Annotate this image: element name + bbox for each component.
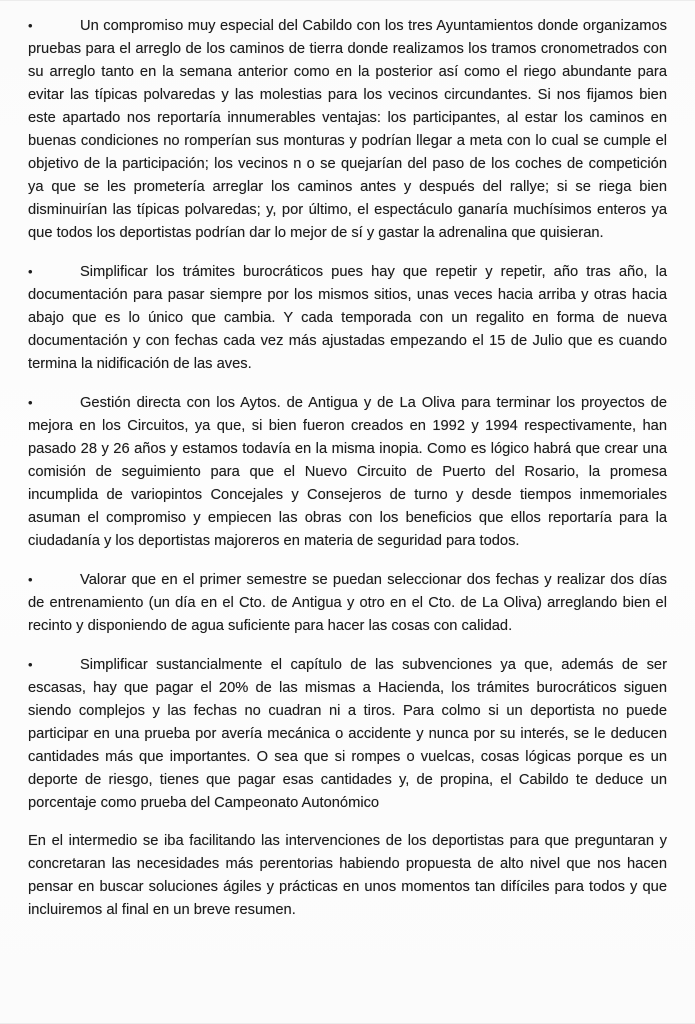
paragraph-text: En el intermedio se iba facilitando las intervenciones de los deportistas para que preguntaran y concretaran las necesidades más perentorias habiendo propuesta de alto nivel que nos hacen pensar en buscar soluciones ágiles y prácticas en unos momentos tan difíciles para todos y que incluiremos al final en un breve resumen. xyxy=(28,833,667,918)
bullet-marker: • xyxy=(28,657,33,672)
bullet-paragraph xyxy=(28,260,667,376)
paragraph-text: Valorar que en el primer semestre se puedan seleccionar dos fechas y realizar dos días de entrenamiento (un día en el Cto. de Antigua y otro en el Cto. de La Oliva) arreglando bien el recinto y disponiendo de agua suficiente para hacer las cosas con calidad. xyxy=(28,572,667,634)
paragraph-text: Simplificar los trámites burocráticos pues hay que repetir y repetir, año tras año, la documentación para pasar siempre por los mismos sitios, unas veces hacia arriba y otras hacia abajo que es lo único que cambia. Y cada temporada con un regalito en forma de nueva documentación y con fechas cada vez más ajustadas empezando el 15 de Julio que es cuando termina la nidificación de las aves. xyxy=(28,264,667,372)
bullet-marker: • xyxy=(28,264,33,279)
bullet-paragraph xyxy=(28,653,667,815)
bullet-paragraph xyxy=(28,14,667,245)
bullet-marker: • xyxy=(28,18,33,33)
paragraph-text: Simplificar sustancialmente el capítulo de las subvenciones ya que, además de ser escasas, hay que pagar el 20% de las mismas a Hacienda, los trámites burocráticos siguen siendo complejos y las fechas no cuadran ni a tiros. Para colmo si un deportista no puede participar en una prueba por avería mecánica o accidente y nunca por su interés, se le deducen cantidades más que importantes. O sea que si rompes o vuelcas, cosas lógicas porque es un deporte de riesgo, tienes que pagar esas cantidades y, de propina, el Cabildo te deduce un porcentaje como prueba del Campeonato Autonómico xyxy=(28,657,667,811)
bullet-paragraph xyxy=(28,568,667,638)
bullet-paragraph xyxy=(28,391,667,553)
closing-paragraph xyxy=(28,830,667,922)
paragraph-text: Un compromiso muy especial del Cabildo con los tres Ayuntamientos donde organizamos pruebas para el arreglo de los caminos de tierra donde realizamos los tramos cronometrados con su arreglo tanto en la semana anterior como en la posterior así como el riego abundante para evitar las típicas polvaredas y las molestias para los vecinos circundantes. Si nos fijamos bien este apartado nos reportaría innumerables ventajas: los participantes, al estar los caminos en buenas condiciones no romperían sus monturas y podrían llegar a meta con lo cual se cumple el objetivo de la participación; los vecinos n o se quejarían del paso de los coches de competición ya que se les prometería arreglar los caminos antes y después del rallye; si se riega bien disminuirían las típicas polvaredas; y, por último, el espectáculo ganaría muchísimos enteros ya que todos los deportistas podrían dar lo mejor de sí y gastar la adrenalina que quisieran. xyxy=(28,18,667,241)
bullet-marker: • xyxy=(28,395,33,410)
paragraph-text: Gestión directa con los Aytos. de Antigua y de La Oliva para terminar los proyectos de mejora en los Circuitos, ya que, si bien fueron creados en 1992 y 1994 respectivamente, han pasado 28 y 26 años y estamos todavía en la misma inopia. Como es lógico habrá que crear una comisión de seguimiento para que el Nuevo Circuito de Puerto del Rosario, la promesa incumplida de variopintos Concejales y Consejeros de turno y desde tiempos inmemoriales asuman el compromiso y empiecen las obras con los beneficios que ellos reportaría para la ciudadanía y los deportistas majoreros en materia de seguridad para todos. xyxy=(28,395,667,549)
bullet-marker: • xyxy=(28,572,33,587)
